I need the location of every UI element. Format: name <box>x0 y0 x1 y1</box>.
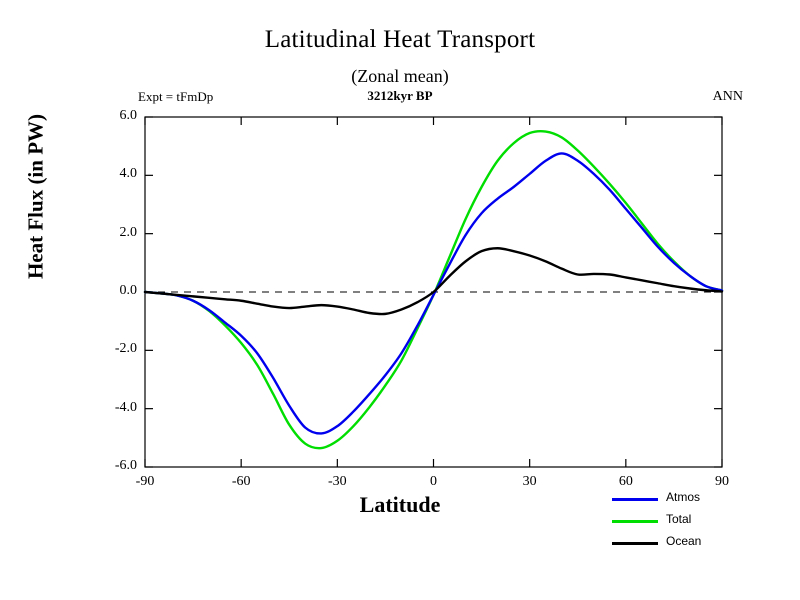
experiment-label: Expt = tFmDp <box>138 89 214 104</box>
legend-item <box>612 532 762 554</box>
series-line-total <box>145 131 722 448</box>
x-tick-label: -60 <box>231 474 251 489</box>
y-tick-label: 2.0 <box>119 224 137 240</box>
x-tick-label: 0 <box>430 474 437 489</box>
period-label: 3212kyr BP <box>367 88 433 103</box>
legend-label: Atmos <box>666 490 701 504</box>
legend-item <box>612 488 762 510</box>
y-tick-label: -6.0 <box>114 458 137 473</box>
y-tick-label: 6.0 <box>119 108 137 123</box>
x-tick-label: -90 <box>135 474 155 489</box>
y-tick-label: -4.0 <box>114 399 137 415</box>
x-tick-label: 30 <box>522 474 537 489</box>
legend-swatch <box>612 498 658 501</box>
y-tick-label: 4.0 <box>119 166 137 182</box>
legend-swatch <box>612 520 658 523</box>
y-tick-label: -2.0 <box>114 341 137 357</box>
y-axis-label: Heat Flux (in PW) <box>23 113 48 280</box>
series-line-ocean <box>145 248 722 314</box>
legend-label: Total <box>666 512 692 526</box>
legend-swatch <box>612 542 658 545</box>
x-tick-label: 90 <box>715 474 729 489</box>
season-label: ANN <box>712 89 743 104</box>
x-tick-label: 60 <box>618 474 633 489</box>
chart-subtitle: (Zonal mean) <box>351 66 449 86</box>
x-tick-label: -30 <box>327 474 347 489</box>
y-tick-label: 0.0 <box>119 283 137 298</box>
x-axis-label: Latitude <box>359 492 441 517</box>
chart-legend <box>612 488 762 554</box>
page-title: Latitudinal Heat Transport <box>264 26 536 53</box>
legend-label: Ocean <box>666 534 702 548</box>
legend-item <box>612 510 762 532</box>
